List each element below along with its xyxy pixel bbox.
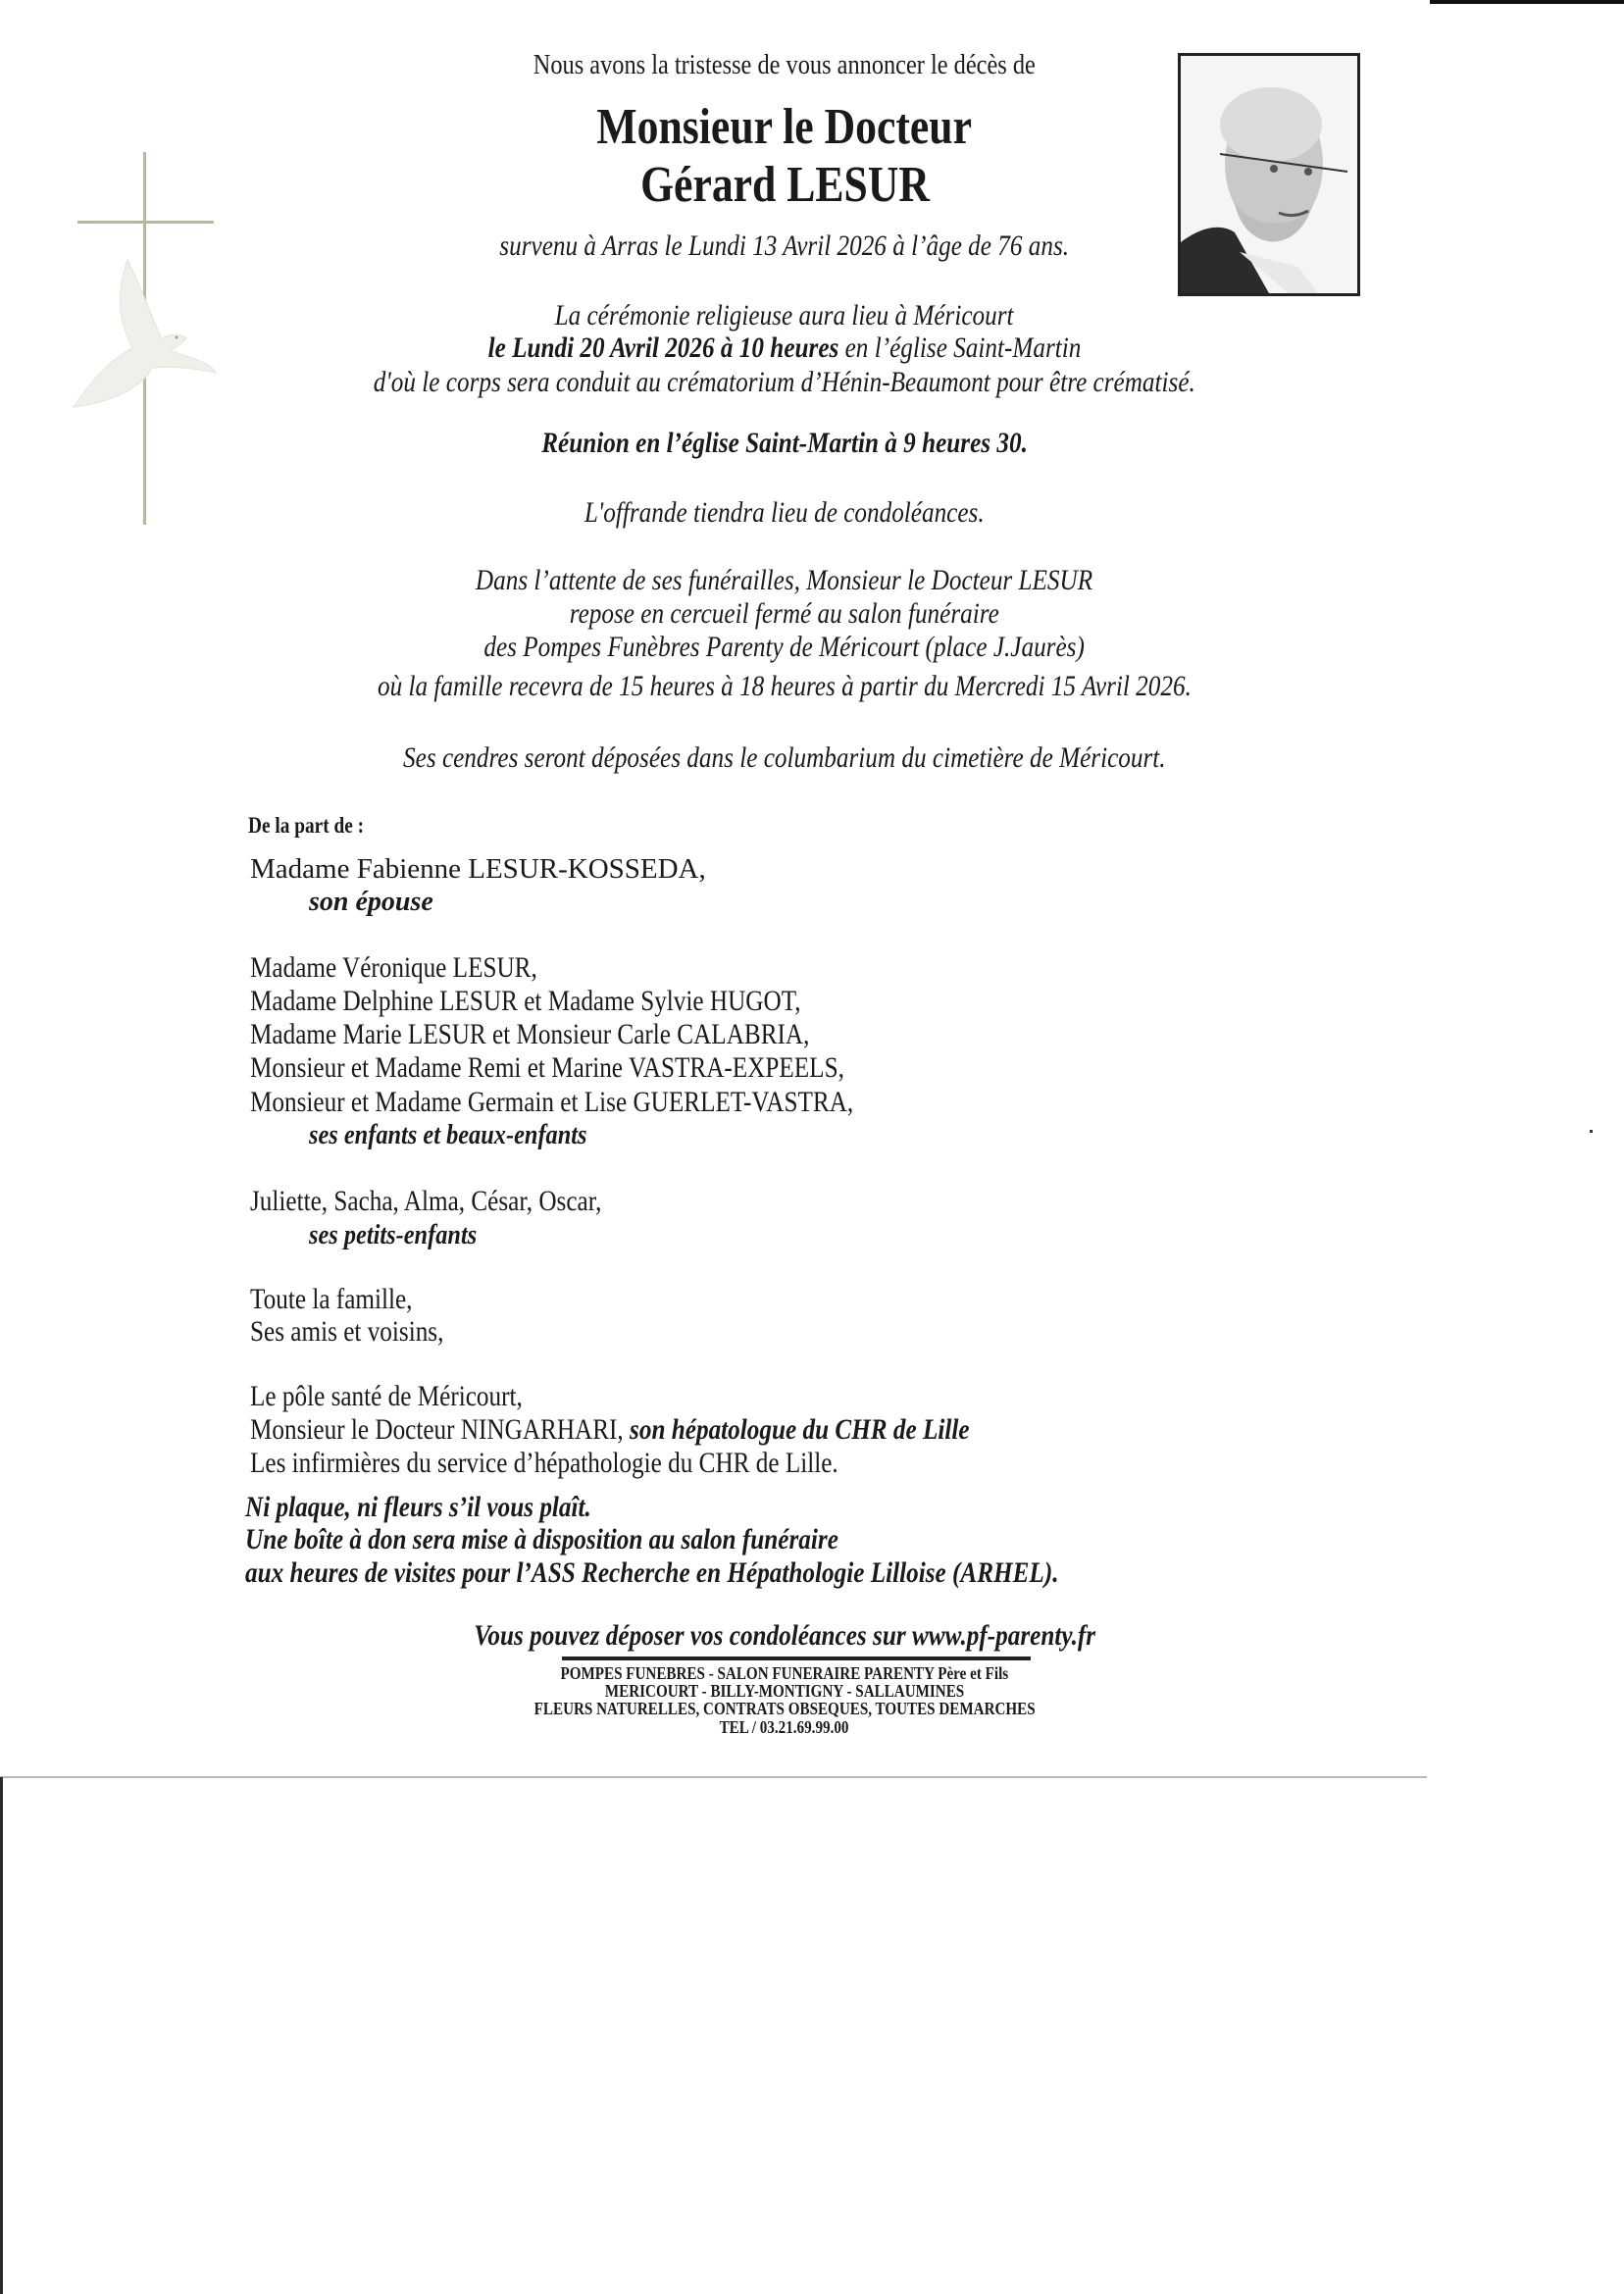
children-label-text: ses enfants et beaux-enfants [309, 1119, 587, 1150]
footer-line-1 [0, 1664, 1569, 1682]
condolences-link[interactable] [0, 1621, 1569, 1651]
wake-line-4 [0, 672, 1569, 701]
footer-phone [0, 1718, 1569, 1736]
spouse-label [309, 889, 433, 916]
deceased-name-line2: Gérard LESUR [639, 157, 930, 213]
footer-line-3 [0, 1700, 1569, 1717]
ceremony-line3 [0, 368, 1569, 397]
wake-line-1 [0, 566, 1569, 595]
footer-line-1-text: POMPES FUNEBRES - SALON FUNERAIRE PARENTY Père et Fils [560, 1663, 1009, 1683]
ceremony-line1 [0, 301, 1569, 331]
family-heading [248, 814, 386, 837]
footer-phone-text: TEL / 03.21.69.99.00 [720, 1717, 849, 1737]
doctor-name: Monsieur le Docteur NINGARHARI, [250, 1413, 631, 1446]
spouse-name [250, 855, 706, 884]
meeting-info [0, 429, 1569, 458]
request-line-3-text: aux heures de visites pour l’ASS Recherche en Hépathologie Lilloise (ARHEL). [245, 1556, 1059, 1589]
offering-info [0, 498, 1569, 528]
medical-line-3-text: Les infirmières du service d’hépathologie du CHR de Lille. [250, 1447, 838, 1479]
scan-speck [1590, 1130, 1593, 1133]
children-label [309, 1121, 640, 1149]
other-family-1 [250, 1285, 443, 1314]
spouse-label-text: son épouse [309, 887, 433, 917]
footer-line-3-text: FLEURS NATURELLES, CONTRATS OBSEQUES, TOUTES DEMARCHES [533, 1699, 1036, 1718]
medical-line-1 [250, 1382, 575, 1411]
cross-icon-horizontal [77, 221, 214, 224]
scan-edge-bar [1430, 0, 1624, 4]
death-info [0, 231, 1569, 261]
wake-line-4-text: où la famille recevra de 15 heures à 18 heures à partir du Mercredi 15 Avril 2026. [378, 670, 1192, 702]
wake-line-2-text: repose en cercueil fermé au salon funéraire [569, 597, 1000, 630]
child-4-text: Monsieur et Madame Remi et Marine VASTRA-EXPEELS, [250, 1051, 844, 1084]
medical-line-1-text: Le pôle santé de Méricourt, [250, 1380, 523, 1412]
child-1 [250, 953, 592, 983]
child-3 [250, 1020, 916, 1049]
offering-info-text: L'offrande tiendra lieu de condoléances. [584, 496, 985, 529]
ceremony-line2 [0, 333, 1569, 363]
grandchildren-text: Juliette, Sacha, Alma, César, Oscar, [250, 1185, 602, 1217]
deceased-name [0, 157, 1569, 213]
child-3-text: Madame Marie LESUR et Monsieur Carle CALABRIA, [250, 1018, 810, 1050]
page-separator [0, 1776, 1427, 1778]
ceremony-place: en l’église Saint-Martin [838, 331, 1082, 364]
request-line-3 [245, 1558, 1214, 1588]
ashes-info [0, 743, 1569, 773]
scan-edge-left [0, 1777, 3, 2294]
death-info-text: survenu à Arras le Lundi 13 Avril 2026 à l’âge de 76 ans. [499, 229, 1070, 262]
footer-line-2-text: MERICOURT - BILLY-MONTIGNY - SALLAUMINES [604, 1681, 965, 1701]
wake-line-3 [0, 633, 1569, 662]
other-family-2-text: Ses amis et voisins, [250, 1315, 444, 1348]
intro-label: Nous avons la tristesse de vous annoncer le décès de [533, 49, 1037, 80]
family-heading-text: De la part de : [248, 813, 365, 838]
wake-line-3-text: des Pompes Funèbres Parenty de Méricourt (place J.Jaurès) [483, 631, 1086, 663]
ceremony-line3-text: d'où le corps sera conduit au crématorium d’Hénin-Beaumont pour être crématisé. [373, 366, 1196, 398]
medical-line-3 [250, 1449, 950, 1478]
ashes-info-text: Ses cendres seront déposées dans le columbarium du cimetière de Méricourt. [403, 741, 1166, 774]
wake-line-1-text: Dans l’attente de ses funérailles, Monsieur le Docteur LESUR [476, 564, 1093, 596]
doctor-role: son hépatologue du CHR de Lille [630, 1413, 970, 1446]
deceased-title [0, 99, 1569, 155]
wake-line-2 [0, 599, 1569, 629]
medical-line-2 [250, 1415, 1106, 1445]
child-2-text: Madame Delphine LESUR et Madame Sylvie HUGOT, [250, 985, 801, 1017]
child-5 [250, 1088, 968, 1117]
spouse-name-text: Madame Fabienne LESUR-KOSSEDA, [250, 853, 706, 885]
intro-text [0, 51, 1569, 79]
grandchildren-label [309, 1221, 509, 1249]
footer-line-2 [0, 1682, 1569, 1700]
request-line-1-text: Ni plaque, ni fleurs s’il vous plaît. [245, 1491, 591, 1523]
request-line-2 [245, 1525, 951, 1555]
deceased-title-line1: Monsieur le Docteur [596, 99, 973, 155]
other-family-2 [250, 1317, 481, 1347]
ceremony-line1-text: La cérémonie religieuse aura lieu à Méricourt [555, 299, 1014, 331]
request-line-2-text: Une boîte à don sera mise à disposition au salon funéraire [245, 1523, 838, 1555]
meeting-info-text: Réunion en l’église Saint-Martin à 9 heures 30. [541, 427, 1028, 459]
request-line-1 [245, 1493, 657, 1522]
child-4 [250, 1053, 957, 1083]
condolences-text[interactable]: Vous pouvez déposer vos condoléances sur www.pf-parenty.fr [474, 1619, 1095, 1652]
footer-rule [562, 1657, 1031, 1660]
other-family-1-text: Toute la famille, [250, 1283, 413, 1315]
child-2 [250, 987, 905, 1016]
ceremony-date: le Lundi 20 Avril 2026 à 10 heures [487, 331, 839, 364]
grandchildren-label-text: ses petits-enfants [309, 1219, 478, 1250]
child-1-text: Madame Véronique LESUR, [250, 951, 537, 984]
child-5-text: Monsieur et Madame Germain et Lise GUERLET-VASTRA, [250, 1086, 854, 1118]
grandchildren [250, 1187, 669, 1216]
